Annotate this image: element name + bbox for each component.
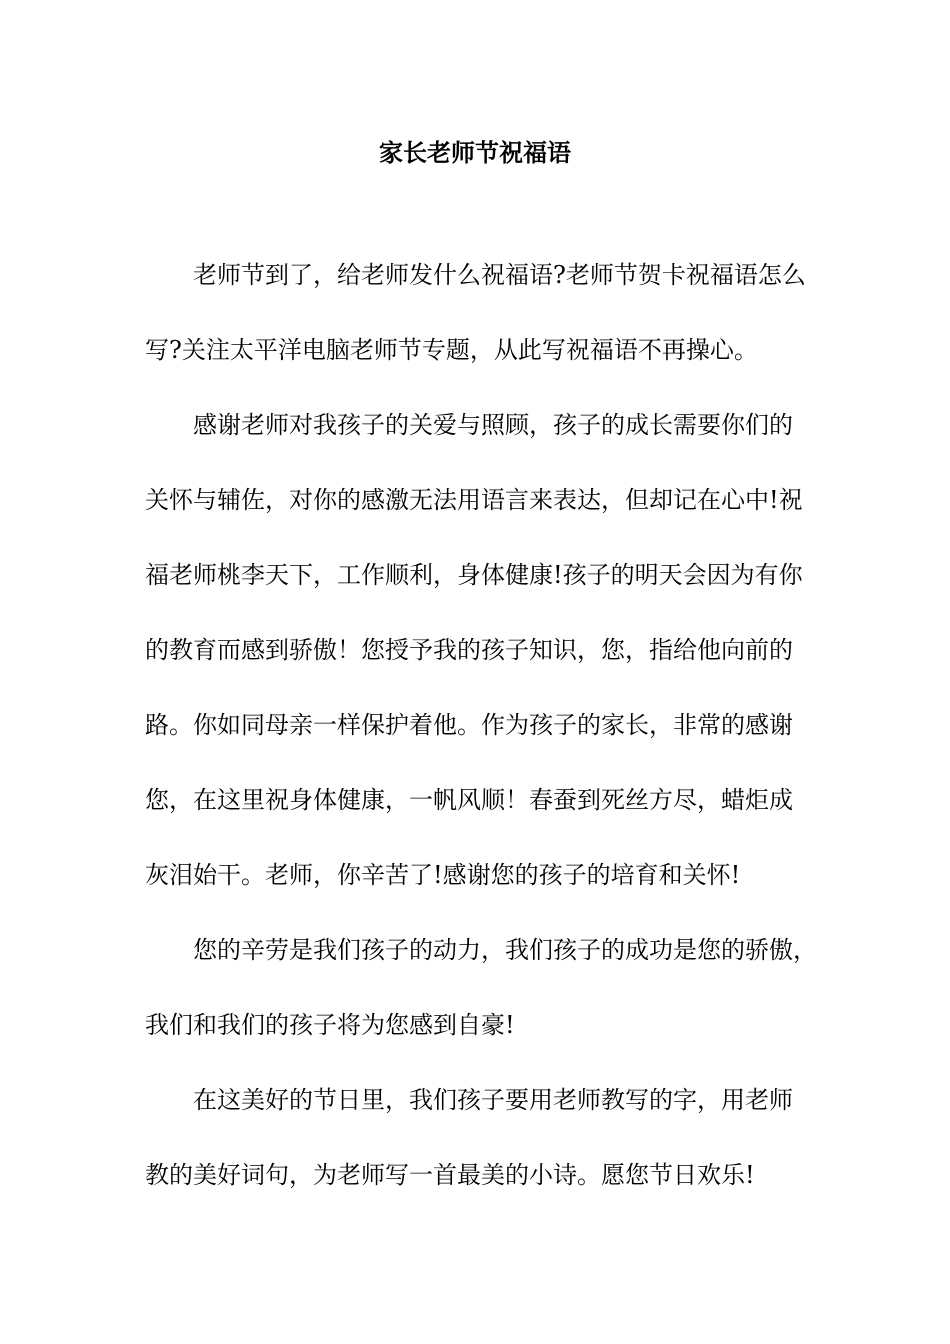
paragraph-2-line-3: 福老师桃李天下，工作顺利，身体健康!孩子的明天会因为有你: [145, 561, 803, 589]
paragraph-2-line-1: 感谢老师对我孩子的关爱与照顾，孩子的成长需要你们的: [193, 411, 793, 439]
paragraph-4-line-2: 教的美好词句，为老师写一首最美的小诗。愿您节日欢乐!: [145, 1161, 755, 1189]
paragraph-2-line-6: 您，在这里祝身体健康，一帆风顺！春蚕到死丝方尽，蜡炬成: [145, 786, 793, 814]
paragraph-1-line-2: 写?关注太平洋电脑老师节专题，从此写祝福语不再操心。: [145, 336, 758, 364]
paragraph-2-line-2: 关怀与辅佐，对你的感激无法用语言来表达，但却记在心中!祝: [145, 486, 803, 514]
paragraph-3-line-1: 您的辛劳是我们孩子的动力，我们孩子的成功是您的骄傲，: [193, 936, 817, 964]
document-title: 家长老师节祝福语: [379, 138, 571, 167]
paragraph-3-line-2: 我们和我们的孩子将为您感到自豪!: [145, 1011, 515, 1039]
paragraph-2-line-4: 的教育而感到骄傲！您授予我的孩子知识，您，指给他向前的: [145, 636, 793, 664]
paragraph-2-line-5: 路。你如同母亲一样保护着他。作为孩子的家长，非常的感谢: [145, 711, 793, 739]
paragraph-4-line-1: 在这美好的节日里，我们孩子要用老师教写的字，用老师: [193, 1086, 793, 1114]
paragraph-1-line-1: 老师节到了，给老师发什么祝福语?老师节贺卡祝福语怎么: [193, 261, 806, 289]
paragraph-2-line-7: 灰泪始干。老师，你辛苦了!感谢您的孩子的培育和关怀!: [145, 861, 741, 889]
